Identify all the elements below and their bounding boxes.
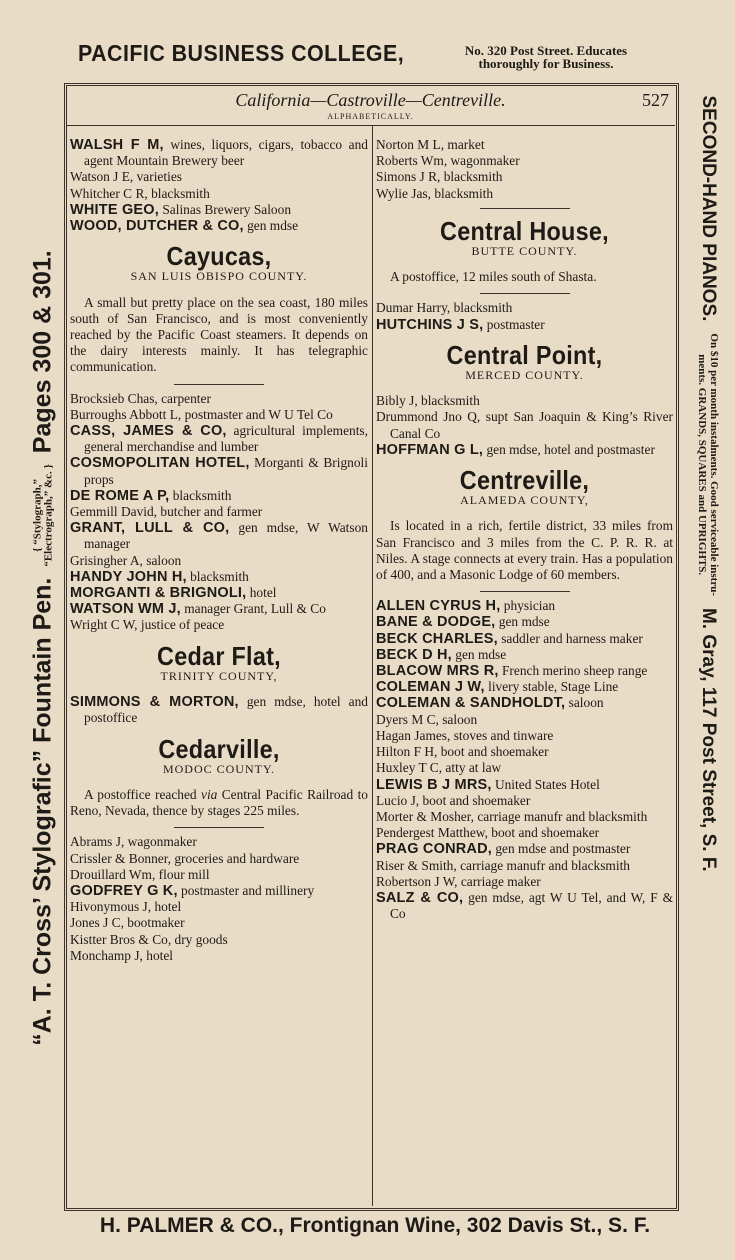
- place-description: A postoffice, 12 miles south of Shasta.: [390, 269, 597, 285]
- entry-detail: French merino sheep range: [498, 663, 648, 679]
- entry-detail: blacksmith: [186, 568, 249, 584]
- entry-detail: saloon: [565, 695, 604, 711]
- entry-name: COLEMAN & SANDHOLDT,: [376, 695, 566, 712]
- right-ad-terms-line2: ments. GRANDS, SQUARES and UPRIGHTS.: [696, 353, 708, 575]
- place-heading-central-house: Central House,: [440, 215, 609, 246]
- header-divider: [66, 125, 675, 126]
- left-ad-bracket-line2: “Electrograph,” &c.: [42, 470, 55, 567]
- entry-name: BANE & DODGE,: [376, 614, 496, 631]
- entry-detail: physician: [500, 598, 556, 614]
- listing-entry: Riser & Smith, carriage manufr and blacksmith: [376, 857, 630, 873]
- place-description: Is located in a rich, fertile district, 33 miles from San Francisco and 3 miles from the C. P. R. R. at Niles. A stage connects at every train. Has a population of 400, and a Masonic Lodge of 60 members.: [376, 518, 673, 583]
- listing-entry: Abrams J, wagonmaker: [70, 834, 197, 850]
- listing-entry: Norton M L, market: [376, 137, 485, 152]
- entry-detail: gen mdse: [243, 218, 299, 234]
- entry-name: PRAG CONRAD,: [376, 841, 492, 858]
- listing-entry: Jones J C, bootmaker: [70, 915, 185, 931]
- listing-entry: [376, 663, 673, 679]
- listing-entry: [376, 777, 673, 793]
- running-head: [66, 90, 675, 124]
- listing-entry: [376, 442, 673, 458]
- entry-detail: gen mdse, W Watson manager: [84, 520, 368, 552]
- listing-entry: Crissler & Bonner, groceries and hardware: [70, 850, 300, 866]
- place-description: A small but pretty place on the sea coast, 180 miles south of San Francisco, and is most conveniently reached by the Pacific Coast steamers. It depends on the dairy interests mainly. It has telegraphic communication.: [70, 294, 368, 375]
- listing-entry: Lucio J, boot and shoemaker: [376, 792, 531, 808]
- right-ad-pianos: SECOND-HAND PIANOS.: [698, 95, 719, 321]
- place-heading-centreville: Centreville,: [459, 465, 590, 496]
- listing-entry: Drummond Jno Q, supt San Joaquin & King’s River Canal Co: [376, 409, 673, 441]
- entry-name: BLACOW MRS R,: [376, 663, 499, 680]
- listing-entry: [376, 841, 673, 857]
- listing-entry: Wylie Jas, blacksmith: [376, 185, 494, 201]
- listing-entry: Hilton F H, boot and shoemaker: [376, 744, 549, 760]
- entry-name: HUTCHINS J S,: [376, 316, 484, 333]
- listing-entry: [376, 647, 673, 663]
- listing-entry: Kistter Bros & Co, dry goods: [70, 931, 228, 947]
- listing-entry: Watson J E, varieties: [70, 169, 182, 185]
- right-column: [376, 137, 673, 922]
- page-number: 527: [642, 90, 669, 110]
- listing-entry: Hagan James, stoves and tinware: [376, 727, 554, 743]
- right-advertisement: [688, 95, 728, 1200]
- listing-entry: [376, 679, 673, 695]
- entry-detail: blacksmith: [169, 487, 232, 503]
- county-label: SAN LUIS OBISPO COUNTY.: [130, 269, 308, 284]
- entry-detail: agricultural implements, general merchandise and lumber: [84, 423, 368, 455]
- section-rule: [480, 591, 570, 592]
- entry-detail: Salinas Brewery Saloon: [159, 201, 292, 217]
- listing-entry: [70, 883, 368, 899]
- place-description: [70, 787, 368, 819]
- entry-detail: postmaster and millinery: [177, 882, 315, 898]
- listing-entry: [376, 614, 673, 630]
- listing-entry: [376, 631, 673, 647]
- desc-italic: via: [201, 786, 218, 802]
- listing-entry: Morter & Mosher, carriage manufr and blacksmith: [376, 808, 648, 824]
- listing-entry: [70, 137, 368, 169]
- desc-part: Central Pacific Railroad to Reno, Nevada, thence by stages 225 miles.: [70, 786, 368, 819]
- entry-detail: Morganti & Brignoli props: [84, 455, 368, 487]
- section-rule: [174, 827, 264, 828]
- entry-detail: postmaster: [483, 316, 545, 332]
- top-ad-tagline-line2: thoroughly for Business.: [478, 56, 614, 71]
- entry-name: WALSH F M,: [70, 137, 164, 153]
- page-title: California—Castroville—Centreville.: [235, 90, 506, 110]
- entry-name: SIMMONS & MORTON,: [70, 694, 239, 711]
- listing-entry: [376, 598, 673, 614]
- entry-name: SALZ & CO,: [376, 889, 464, 906]
- left-ad-main: “A. T. Cross’ Stylografic” Fountain Pen.: [28, 577, 57, 1046]
- entry-name: GODFREY G K,: [70, 882, 178, 899]
- listing-entry: [70, 455, 368, 487]
- listing-entry: [70, 423, 368, 455]
- listing-entry: [70, 202, 368, 218]
- entry-detail: gen mdse, hotel and postoffice: [84, 694, 368, 726]
- entry-name: GRANT, LULL & CO,: [70, 520, 230, 537]
- entry-detail: gen mdse, hotel and postmaster: [483, 441, 655, 457]
- listing-entry: [376, 890, 673, 922]
- entry-name: BECK CHARLES,: [376, 630, 498, 647]
- entry-detail: hotel: [246, 585, 277, 601]
- listing-entry: [70, 218, 368, 234]
- listing-entry: Gemmill David, butcher and farmer: [70, 504, 263, 520]
- entry-detail: gen mdse and postmaster: [492, 841, 631, 857]
- right-ad-terms: [696, 333, 720, 596]
- entry-detail: manager Grant, Lull & Co: [180, 601, 326, 617]
- column-divider: [372, 126, 373, 1206]
- desc-part: A postoffice reached: [84, 786, 201, 802]
- listing-entry: Hivonymous J, hotel: [70, 899, 182, 915]
- entry-detail: wines, liquors, cigars, tobacco and agent Mountain Brewery beer: [84, 137, 368, 169]
- place-heading-cedar-flat: Cedar Flat,: [157, 640, 281, 671]
- left-column: [70, 137, 368, 964]
- listing-entry: [376, 695, 673, 711]
- entry-name: HANDY JOHN H,: [70, 568, 187, 585]
- listing-entry: Drouillard Wm, flour mill: [70, 866, 210, 882]
- entry-name: HOFFMAN G L,: [376, 441, 484, 458]
- listing-entry: [70, 585, 368, 601]
- page-subtitle: ALPHABETICALLY.: [327, 112, 414, 121]
- entry-name: ALLEN CYRUS H,: [376, 598, 501, 615]
- top-ad-main: PACIFIC BUSINESS COLLEGE,: [78, 40, 405, 66]
- left-ad-bracket: { “Stylograph,” “Electrograph,” &c. }: [31, 463, 55, 567]
- place-heading-cayucas: Cayucas,: [166, 241, 272, 272]
- listing-entry: [70, 488, 368, 504]
- listing-entry: Whitcher C R, blacksmith: [70, 185, 210, 201]
- entry-name: DE ROME A P,: [70, 487, 170, 504]
- listing-entry: [70, 694, 368, 726]
- listing-entry: Wright C W, justice of peace: [70, 617, 225, 633]
- listing-entry: [70, 520, 368, 552]
- listing-entry: [376, 317, 673, 333]
- left-advertisement: [22, 95, 64, 1200]
- listing-entry: Simons J R, blacksmith: [376, 169, 503, 185]
- right-ad-terms-line1: On $10 per month instalments. Good serviceable instru-: [708, 332, 720, 596]
- entry-detail: livery stable, Stage Line: [484, 679, 619, 695]
- top-ad-tagline-line1: No. 320 Post Street. Educates: [464, 43, 628, 58]
- section-rule: [480, 293, 570, 294]
- listing-entry: Brocksieb Chas, carpenter: [70, 390, 211, 406]
- entry-name: LEWIS B J MRS,: [376, 776, 492, 793]
- listing-entry: Burroughs Abbott L, postmaster and W U Tel Co: [70, 406, 333, 422]
- entry-detail: United States Hotel: [491, 776, 600, 792]
- entry-detail: gen mdse: [451, 646, 507, 662]
- section-rule: [480, 208, 570, 209]
- section-rule: [174, 384, 264, 385]
- place-heading-central-point: Central Point,: [446, 339, 603, 370]
- entry-name: WHITE GEO,: [70, 201, 159, 218]
- place-heading-cedarville: Cedarville,: [158, 733, 280, 764]
- county-label: TRINITY COUNTY,: [160, 668, 278, 683]
- listing-entry: Dyers M C, saloon: [376, 711, 478, 727]
- entry-detail: saddler and harness maker: [497, 630, 643, 646]
- listing-entry: Huxley T C, atty at law: [376, 760, 502, 776]
- left-ad-pages: Pages 300 & 301.: [28, 249, 57, 453]
- listing-entry: Dumar Harry, blacksmith: [376, 300, 513, 316]
- entry-name: MORGANTI & BRIGNOLI,: [70, 585, 247, 602]
- entry-name: BECK D H,: [376, 646, 452, 663]
- listing-entry: Pendergest Matthew, boot and shoemaker: [376, 825, 600, 841]
- listing-entry: Robertson J W, carriage maker: [376, 873, 541, 889]
- listing-entry: Roberts Wm, wagonmaker: [376, 153, 520, 169]
- left-ad-bracket-line1: “Stylograph,”: [31, 478, 44, 545]
- entry-detail: gen mdse, agt W U Tel, and W, F & Co: [390, 889, 673, 922]
- listing-entry: Grisingher A, saloon: [70, 552, 182, 568]
- entry-detail: gen mdse: [495, 614, 550, 630]
- listing-entry: Bibly J, blacksmith: [376, 393, 480, 409]
- bottom-advertisement: H. PALMER & CO., Frontignan Wine, 302 Davis St., S. F.: [99, 1214, 651, 1237]
- top-advertisement: [78, 36, 682, 78]
- entry-name: COSMOPOLITAN HOTEL,: [70, 455, 250, 472]
- entry-name: WATSON WM J,: [70, 601, 181, 618]
- county-label: MODOC COUNTY.: [162, 761, 276, 776]
- entry-name: COLEMAN J W,: [376, 679, 485, 696]
- entry-name: WOOD, DUTCHER & CO,: [70, 218, 244, 235]
- listing-entry: [70, 601, 368, 617]
- county-label: BUTTE COUNTY.: [471, 244, 578, 259]
- county-label: MERCED COUNTY.: [465, 368, 584, 383]
- right-ad-address: M. Gray, 117 Post Street, S. F.: [698, 607, 719, 872]
- county-label: ALAMEDA COUNTY,: [460, 493, 589, 508]
- entry-name: CASS, JAMES & CO,: [70, 423, 227, 440]
- listing-entry: Monchamp J, hotel: [70, 947, 174, 963]
- top-ad-tagline: [410, 44, 682, 70]
- listing-entry: [70, 569, 368, 585]
